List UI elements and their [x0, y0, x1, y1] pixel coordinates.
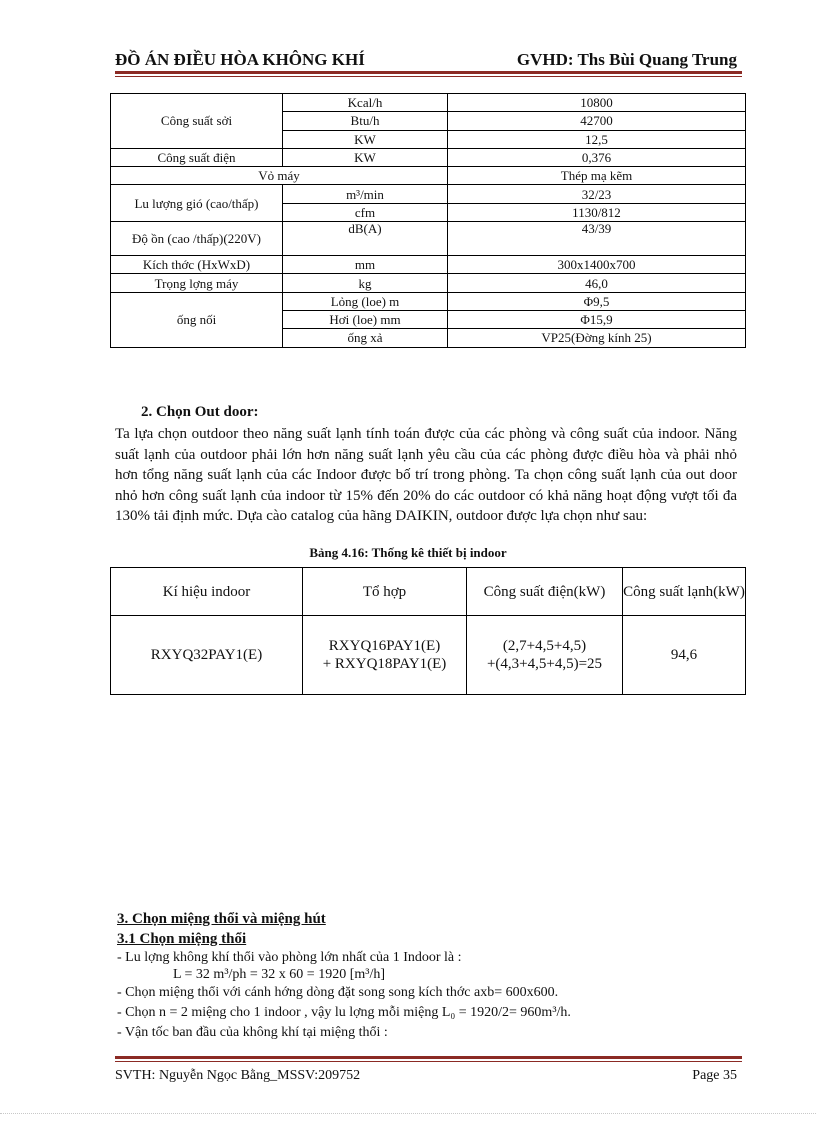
- table-caption: Bảng 4.16: Thống kê thiết bị indoor: [309, 545, 507, 560]
- spec-unit: KW: [283, 130, 448, 148]
- spec-value: 43/39: [448, 222, 746, 256]
- bullet-outlets: - Chọn n = 2 miệng cho 1 indoor , vậy lu lợng mỗi miệng L₀ = 1920/2= 960m³/h.: [117, 1005, 571, 1020]
- table-row: [111, 222, 746, 256]
- spec-value: VP25(Đờng kính 25): [448, 329, 746, 347]
- section-3-1-title: 3.1 Chọn miệng thổi: [117, 931, 247, 947]
- combo-line: + RXYQ18PAY1(E): [322, 656, 447, 672]
- spec-label: Kích thớc (HxWxD): [111, 256, 283, 274]
- bullet-velocity: - Vận tốc ban đầu của không khí tại miệng thổi :: [117, 1025, 388, 1040]
- spec-value: Thép mạ kẽm: [448, 167, 746, 185]
- spec-unit: Lỏng (loe) m: [283, 292, 448, 310]
- header-rule-thin: [115, 76, 742, 77]
- table-row: [111, 148, 746, 166]
- spec-value: 1130/812: [448, 203, 746, 221]
- spec-value: 10800: [448, 94, 746, 112]
- spec-label: Lu lượng gió (cao/thấp): [111, 185, 283, 222]
- spec-unit: ống xả: [283, 329, 448, 347]
- section-2-paragraph: Ta lựa chọn outdoor theo năng suất lạnh tính toán được của các phòng và công suất của indoor. Năng suất lạnh của outdoor phải lớn hơn năng suất lạnh yêu cầu của các phòng được điều hòa và phải nhỏ hơn tổng năng suất lạnh của các Indoor được bố trí trong phòng. Ta chọn công suất lạnh của out door nhỏ hơn công suất lạnh của indoor từ 15% đến 20% do các outdoor có khả năng hoạt động vượt tối đa 130% tải định mức. Dựa cào catalog của hãng DAIKIN, outdoor được lựa chọn như sau:: [115, 426, 737, 525]
- footer-student: SVTH: Nguyễn Ngọc Bằng_MSSV:209752: [115, 1068, 361, 1083]
- spec-label: Trọng lợng máy: [111, 274, 283, 292]
- spec-unit: Kcal/h: [283, 94, 448, 112]
- footer-rule-thin: [115, 1061, 742, 1062]
- spec-unit: Btu/h: [283, 112, 448, 130]
- spec-label: Công suất sởi: [111, 94, 283, 149]
- spec-unit: Hơi (loe) mm: [283, 310, 448, 328]
- spec-unit: dB(A): [283, 222, 448, 256]
- spec-value: Φ15,9: [448, 310, 746, 328]
- indoor-table: [110, 567, 746, 695]
- footer-rule: [115, 1056, 742, 1059]
- spec-value: 46,0: [448, 274, 746, 292]
- table-row: [111, 274, 746, 292]
- bullet-diffuser: - Chọn miệng thổi với cánh hớng dòng đặt song song kích thớc axb= 600x600.: [117, 985, 559, 1000]
- table-row: [111, 292, 746, 310]
- header-title: ĐỒ ÁN ĐIỀU HÒA KHÔNG KHÍ: [115, 50, 365, 69]
- table-header-row: [111, 568, 746, 616]
- airflow-formula: L = 32 m³/ph = 32 x 60 = 1920 [m³/h]: [173, 967, 385, 982]
- spec-unit: kg: [283, 274, 448, 292]
- indoor-symbol: RXYQ32PAY1(E): [111, 616, 303, 695]
- column-header: Công suất lạnh(kW): [623, 568, 746, 616]
- spec-unit: KW: [283, 148, 448, 166]
- spec-unit: m³/min: [283, 185, 448, 203]
- section-3-title: 3. Chọn miệng thổi và miệng hút: [117, 911, 326, 927]
- spec-label: Công suất điện: [111, 148, 283, 166]
- bullet-airflow: - Lu lợng không khí thổi vào phòng lớn nhất của 1 Indoor là :: [117, 950, 462, 965]
- spec-unit: cfm: [283, 203, 448, 221]
- page-number: Page 35: [692, 1068, 737, 1083]
- spec-value: Φ9,5: [448, 292, 746, 310]
- table-row: [111, 167, 746, 185]
- spec-table: [110, 93, 746, 348]
- page-separator: [0, 1113, 816, 1114]
- power-line: +(4,3+4,5+4,5)=25: [486, 656, 603, 672]
- spec-value: 42700: [448, 112, 746, 130]
- spec-label: Vỏ máy: [111, 167, 448, 185]
- column-header: Tổ hợp: [303, 568, 467, 616]
- page-header: [115, 50, 737, 70]
- table-row: [111, 94, 746, 112]
- header-rule: [115, 71, 742, 74]
- header-advisor: GVHD: Ths Bùi Quang Trung: [516, 50, 737, 69]
- section-2-title: 2. Chọn Out door:: [141, 404, 259, 420]
- spec-value: 12,5: [448, 130, 746, 148]
- column-header: Kí hiệu indoor: [111, 568, 303, 616]
- column-header: Công suất điện(kW): [467, 568, 623, 616]
- spec-value: 300x1400x700: [448, 256, 746, 274]
- indoor-power: [467, 616, 623, 695]
- indoor-combo: [303, 616, 467, 695]
- table-row: [111, 256, 746, 274]
- spec-value: 0,376: [448, 148, 746, 166]
- spec-value: 32/23: [448, 185, 746, 203]
- spec-label: ống nối: [111, 292, 283, 347]
- spec-label: Độ ồn (cao /thấp)(220V): [111, 222, 283, 256]
- spec-unit: mm: [283, 256, 448, 274]
- table-row: [111, 616, 746, 695]
- table-row: [111, 185, 746, 203]
- combo-line: RXYQ16PAY1(E): [328, 638, 441, 654]
- indoor-cooling: 94,6: [623, 616, 746, 695]
- power-line: (2,7+4,5+4,5): [502, 638, 587, 654]
